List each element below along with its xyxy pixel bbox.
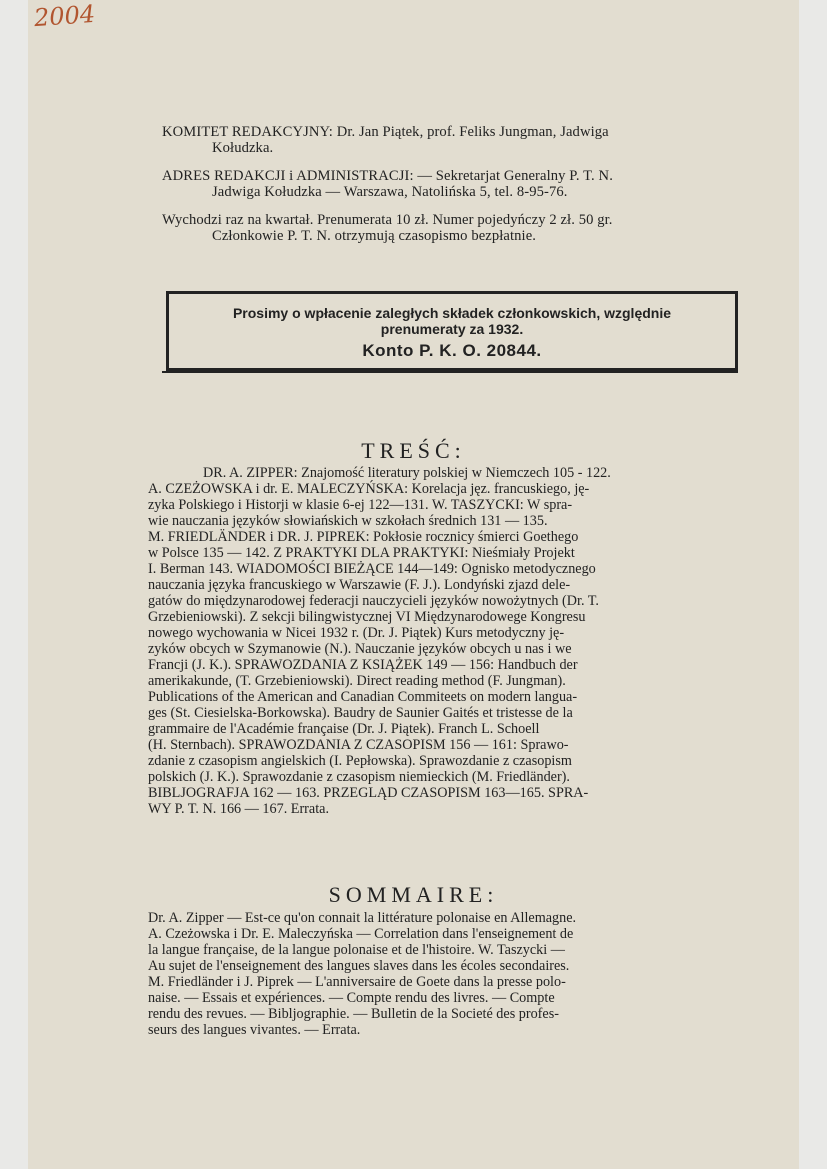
- editorial-committee: [162, 124, 752, 156]
- summary: [148, 910, 748, 1038]
- toc-line: w Polsce 135 — 142. Z PRAKTYKI DLA PRAKTYKI: Nieśmiały Projekt: [148, 545, 575, 561]
- toc-line: BIBLJOGRAFJA 162 — 163. PRZEGLĄD CZASOPISM 163—165. SPRA-: [148, 785, 589, 801]
- toc-line: zyka Polskiego i Historji w klasie 6-ej 122—131. W. TASZYCKI: W spra-: [148, 497, 573, 513]
- toc-line: zyków obcych w Szymanowie (N.). Nauczanie języków obcych u nas i we: [148, 641, 572, 657]
- notice-line: Prosimy o wpłacenie zaległych składek członkowskich, względnie: [232, 305, 672, 321]
- toc-line: ges (St. Ciesielska-Borkowska). Baudry de Saunier Gaités et tristesse de la: [148, 705, 573, 721]
- document-page: [28, 0, 799, 1169]
- header-line: KOMITET REDAKCYJNY: Dr. Jan Piątek, prof. Feliks Jungman, Jadwiga: [162, 124, 609, 140]
- summary-line: Au sujet de l'enseignement des langues slaves dans les écoles secondaires.: [148, 958, 570, 974]
- toc-line: Francji (J. K.). SPRAWOZDANIA Z KSIĄŻEK 149 — 156: Handbuch der: [148, 657, 578, 673]
- toc-line: DR. A. ZIPPER: Znajomość literatury polskiej w Niemczech 105 - 122.: [203, 465, 611, 481]
- summary-line: M. Friedländer i J. Piprek — L'anniversaire de Goete dans la presse polo-: [148, 974, 566, 990]
- header-line: Członkowie P. T. N. otrzymują czasopismo bezpłatnie.: [212, 228, 537, 244]
- address: [162, 168, 752, 200]
- toc-line: gatów do międzynarodowej federacji nauczycieli języków nowożytnych (Dr. T.: [148, 593, 599, 609]
- toc-line: wie nauczania języków słowiańskich w szkołach średnich 131 — 135.: [148, 513, 548, 529]
- notice-line: prenumeraty za 1932.: [380, 321, 524, 337]
- subscription-info: [162, 212, 762, 244]
- summary-line: Dr. A. Zipper — Est-ce qu'on connait la littérature polonaise en Allemagne.: [148, 910, 577, 926]
- header-line: Jadwiga Kołudzka — Warszawa, Natolińska 5, tel. 8-95-76.: [212, 184, 568, 200]
- toc-line: zdanie z czasopism angielskich (I. Pepłowska). Sprawozdanie z czasopism: [148, 753, 572, 769]
- divider: [162, 371, 738, 373]
- toc-line: Publications of the American and Canadian Commiteets on modern langua-: [148, 689, 578, 705]
- table-of-contents: [148, 465, 748, 817]
- pencil-note: 2004: [33, 0, 96, 33]
- summary-line: rendu des revues. — Bibljographie. — Bulletin de la Societé des profes-: [148, 1006, 559, 1022]
- toc-line: Grzebieniowski). Z sekcji bilingwistycznej VI Międzynarodowege Kongresu: [148, 609, 586, 625]
- toc-heading: TREŚĆ:: [361, 438, 466, 463]
- summary-line: la langue française, de la langue polonaise et de l'histoire. W. Taszycki —: [148, 942, 565, 958]
- toc-line: I. Berman 143. WIADOMOŚCI BIEŻĄCE 144—149: Ognisko metodycznego: [148, 561, 596, 577]
- toc-line: amerikakunde, (T. Grzebieniowski). Direct reading method (F. Jungman).: [148, 673, 566, 689]
- header-line: Wychodzi raz na kwartał. Prenumerata 10 zł. Numer pojedyńczy 2 zł. 50 gr.: [162, 212, 613, 228]
- summary-line: seurs des langues vivantes. — Errata.: [148, 1022, 361, 1038]
- summary-line: naise. — Essais et expériences. — Compte rendu des livres. — Compte: [148, 990, 555, 1006]
- header-line: Kołudzka.: [212, 140, 274, 156]
- toc-line: M. FRIEDLÄNDER i DR. J. PIPREK: Pokłosie rocznicy śmierci Goethego: [148, 529, 579, 545]
- account-number: Konto P. K. O. 20844.: [362, 341, 542, 360]
- toc-line: polskich (J. K.). Sprawozdanie z czasopism niemieckich (M. Friedländer).: [148, 769, 570, 785]
- header-line: ADRES REDAKCJI i ADMINISTRACJI: — Sekretarjat Generalny P. T. N.: [162, 168, 613, 184]
- toc-line: nowego wychowania w Nicei 1932 r. (Dr. J. Piątek) Kurs metodyczny ję-: [148, 625, 565, 641]
- toc-line: A. CZEŻOWSKA i dr. E. MALECZYŃSKA: Korelacja jęz. francuskiego, ję-: [148, 481, 590, 497]
- payment-notice-box: [166, 291, 738, 373]
- toc-line: grammaire de l'Académie française (Dr. J. Piątek). Franch L. Schoell: [148, 721, 540, 737]
- toc-line: nauczania języka francuskiego w Warszawie (F. J.). Londyński zjazd dele-: [148, 577, 571, 593]
- toc-line: (H. Sternbach). SPRAWOZDANIA Z CZASOPISM 156 — 161: Sprawo-: [148, 737, 569, 753]
- toc-line: WY P. T. N. 166 — 167. Errata.: [148, 801, 329, 817]
- summary-line: A. Czeżowska i Dr. E. Maleczyńska — Correlation dans l'enseignement de: [148, 926, 574, 942]
- summary-heading: SOMMAIRE:: [328, 882, 499, 907]
